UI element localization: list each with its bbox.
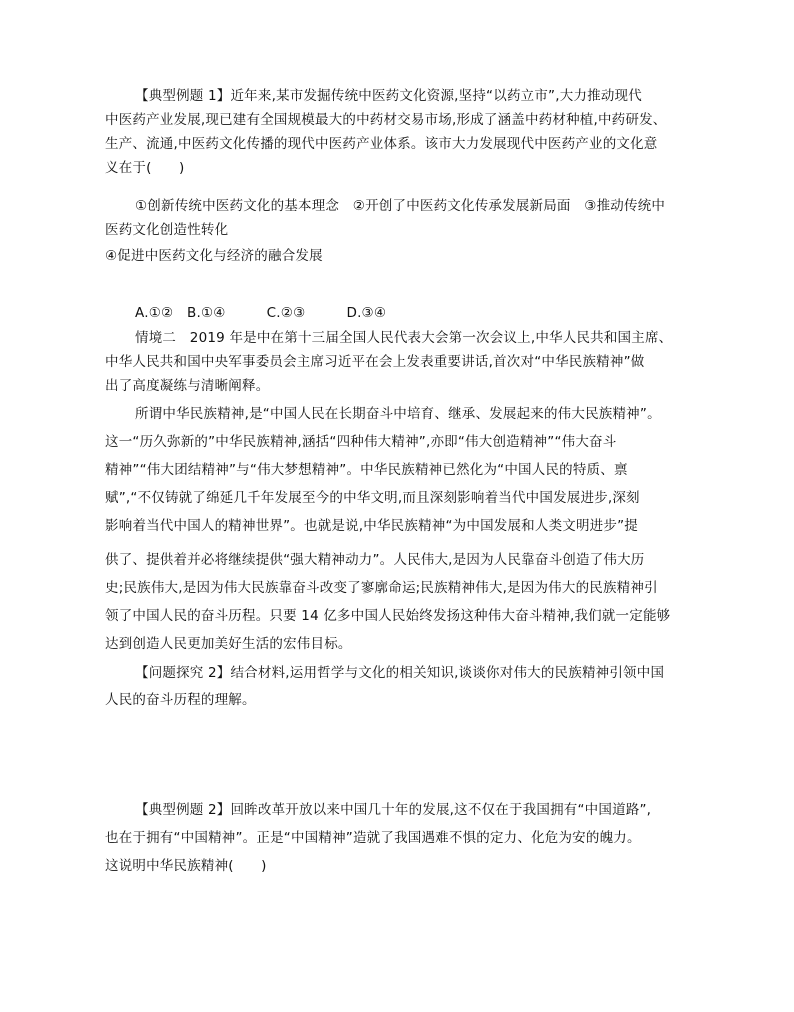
scenario-2-line-5: 这一“历久弥新的”中华民族精神,涵括“四种伟大精神”,亦即“伟大创造精神”“伟大奋斗 [105, 434, 617, 450]
scenario-2-line-1: 情境二 2019 年是中在第十三届全国人民代表大会第一次会议上,中华人民共和国主席、 [135, 330, 673, 346]
scenario-2-line-12: 达到创造人民更加美好生活的宏伟目标。 [105, 636, 352, 652]
example-2-line-1: 【典型例题 2】回眸改革开放以来中国几十年的发展,这不仅在于我国拥有“中国道路”, [135, 802, 652, 818]
scenario-2-line-3: 出了高度凝练与清晰阐释。 [105, 378, 270, 394]
question-2-line-1: 【问题探究 2】结合材料,运用哲学与文化的相关知识,谈谈你对伟大的民族精神引领中国 [135, 665, 665, 681]
example-1-line-2: 中医药产业发展,现已建有全国规模最大的中药材交易市场,形成了涵盖中药材种植,中药研发、 [105, 112, 667, 128]
scenario-2-line-10: 史;民族伟大,是因为伟大民族靠奋斗改变了寥廓命运;民族精神伟大,是因为伟大的民族精神引 [105, 580, 658, 596]
scenario-2-line-2: 中华人民共和国中央军事委员会主席习近平在会上发表重要讲话,首次对“中华民族精神”做 [105, 354, 645, 370]
scenario-2-line-6: 精神”“伟大团结精神”与“伟大梦想精神”。中华民族精神已然化为“中国人民的特质、禀 [105, 462, 628, 478]
example-2-line-2: 也在于拥有“中国精神”。正是“中国精神”造就了我国遇难不惧的定力、化危为安的魄力。 [105, 830, 641, 846]
scenario-2-line-7: 赋”,“不仅铸就了绵延几千年发展至今的中华文明,而且深刻影响着当代中国发展进步,深刻 [105, 490, 640, 506]
scenario-2-line-8: 影响着当代中国人的精神世界”。也就是说,中华民族精神“为中国发展和人类文明进步”提 [105, 518, 638, 534]
example-1-line-1: 【典型例题 1】近年来,某市发掘传统中医药文化资源,坚持“以药立市”,大力推动现代 [135, 88, 642, 104]
example-1-line-3: 生产、流通,中医药文化传播的现代中医药产业体系。该市大力发展现代中医药产业的文化意 [105, 136, 658, 152]
scenario-2-line-9: 供了、提供着并必将继续提供“强大精神动力”。人民伟大,是因为人民靠奋斗创造了伟大历 [105, 552, 645, 568]
question-2-line-2: 人民的奋斗历程的理解。 [105, 692, 256, 708]
example-1-option-line-3: ④促进中医药文化与经济的融合发展 [105, 248, 323, 264]
example-1-line-4: 义在于( ) [105, 160, 185, 176]
example-2-line-3: 这说明中华民族精神( ) [105, 858, 267, 874]
example-1-answer-choices: A.①② B.①④ C.②③ D.③④ [135, 305, 387, 321]
scenario-2-line-11: 领了中国人民的奋斗历程。只要 14 亿多中国人民始终发扬这种伟大奋斗精神,我们就一定能够 [105, 608, 671, 624]
scenario-2-line-4: 所谓中华民族精神,是“中国人民在长期奋斗中培育、继承、发展起来的伟大民族精神”。 [135, 406, 661, 422]
example-1-option-line-2: 医药文化创造性转化 [105, 222, 229, 238]
example-1-option-line-1: ①创新传统中医药文化的基本理念 ②开创了中医药文化传承发展新局面 ③推动传统中 [135, 198, 666, 214]
